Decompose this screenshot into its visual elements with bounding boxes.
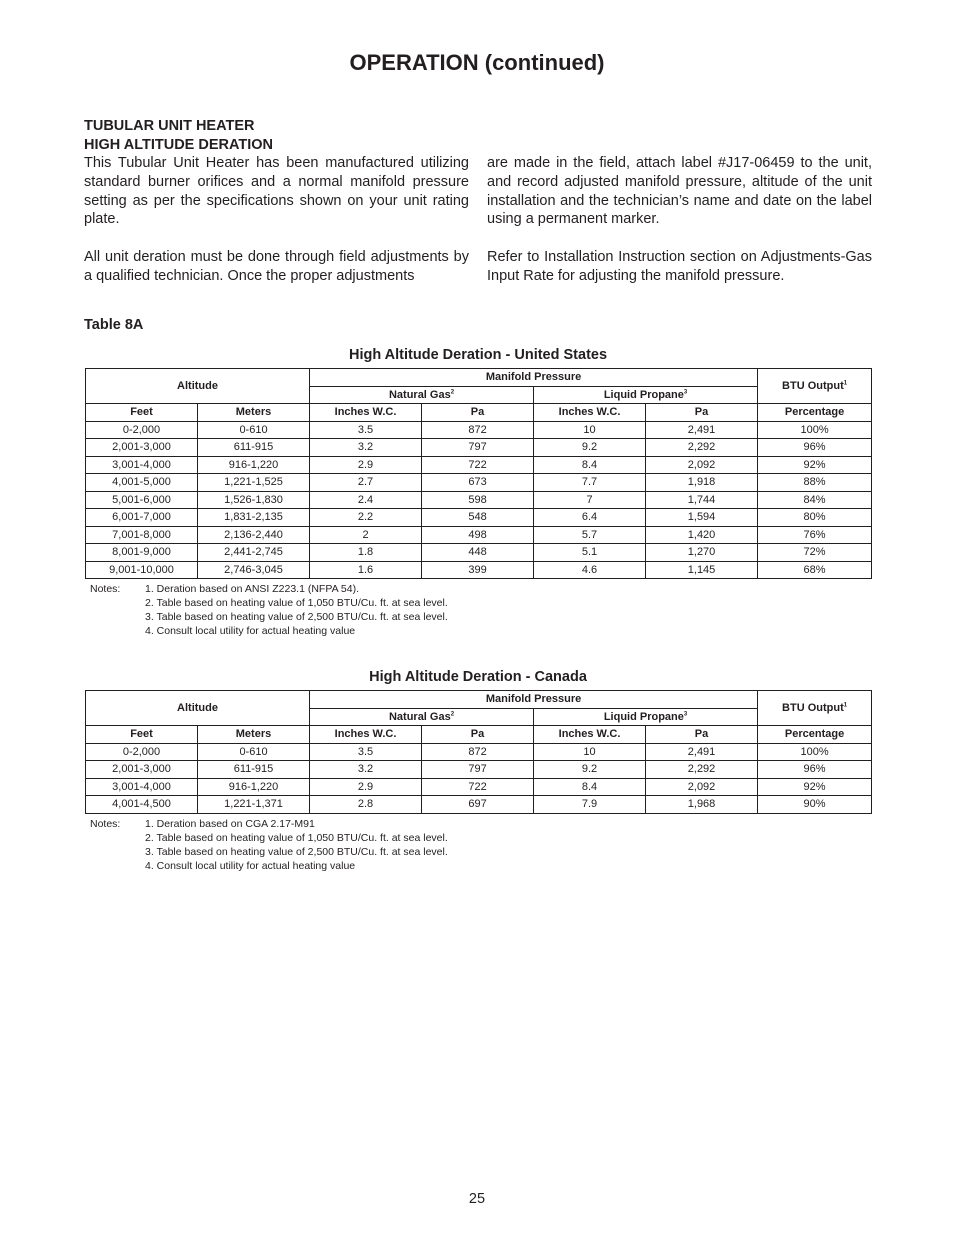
cell-lp-inches-wc: 5.7 xyxy=(534,526,646,544)
cell-ng-pa: 722 xyxy=(422,456,534,474)
cell-meters: 2,441-2,745 xyxy=(198,544,310,562)
cell-ng-inches-wc: 3.5 xyxy=(310,743,422,761)
cell-feet: 8,001-9,000 xyxy=(86,544,198,562)
header-natural-gas-footnote: 2 xyxy=(450,389,455,396)
header-ng-inches-wc: Inches W.C. xyxy=(310,404,422,422)
right-paragraph-2: Refer to Installation Instruction section on Adjustments-Gas Input Rate for adjusting the manifold pressure. xyxy=(487,248,872,284)
header-lp-pa: Pa xyxy=(646,404,758,422)
us-note-1: 1. Deration based on ANSI Z223.1 (NFPA 54). xyxy=(145,583,360,595)
canada-note-1: 1. Deration based on CGA 2.17-M91 xyxy=(145,817,315,830)
header-liquid-propane xyxy=(534,708,758,726)
cell-feet: 3,001-4,000 xyxy=(86,456,198,474)
cell-ng-pa: 498 xyxy=(422,526,534,544)
cell-percentage: 68% xyxy=(758,561,872,579)
cell-lp-pa: 2,491 xyxy=(646,421,758,439)
cell-lp-inches-wc: 8.4 xyxy=(534,456,646,474)
table-label: Table 8A xyxy=(84,317,144,333)
header-percentage: Percentage xyxy=(758,726,872,744)
header-liquid-propane-footnote: 3 xyxy=(683,389,688,396)
cell-lp-inches-wc: 8.4 xyxy=(534,778,646,796)
cell-ng-pa: 697 xyxy=(422,796,534,814)
cell-meters: 2,136-2,440 xyxy=(198,526,310,544)
cell-ng-inches-wc: 2.4 xyxy=(310,491,422,509)
cell-lp-pa: 1,270 xyxy=(646,544,758,562)
header-liquid-propane-footnote: 3 xyxy=(683,711,688,718)
header-feet: Feet xyxy=(86,404,198,422)
cell-meters: 0-610 xyxy=(198,743,310,761)
cell-feet: 7,001-8,000 xyxy=(86,526,198,544)
cell-lp-pa: 2,292 xyxy=(646,439,758,457)
canada-deration-table xyxy=(85,690,872,814)
cell-lp-pa: 2,491 xyxy=(646,743,758,761)
table-row xyxy=(86,491,872,509)
cell-ng-inches-wc: 2 xyxy=(310,526,422,544)
cell-ng-pa: 673 xyxy=(422,474,534,492)
cell-meters: 611-915 xyxy=(198,761,310,779)
section-heading-line-2: HIGH ALTITUDE DERATION xyxy=(84,136,274,153)
header-altitude: Altitude xyxy=(86,691,310,726)
header-meters: Meters xyxy=(198,726,310,744)
cell-ng-inches-wc: 3.2 xyxy=(310,439,422,457)
table-row xyxy=(86,778,872,796)
cell-meters: 1,526-1,830 xyxy=(198,491,310,509)
cell-feet: 2,001-3,000 xyxy=(86,761,198,779)
us-table-notes xyxy=(85,582,871,638)
cell-feet: 4,001-4,500 xyxy=(86,796,198,814)
cell-meters: 916-1,220 xyxy=(198,456,310,474)
section-heading xyxy=(84,117,273,154)
cell-lp-inches-wc: 4.6 xyxy=(534,561,646,579)
cell-ng-inches-wc: 2.9 xyxy=(310,456,422,474)
cell-feet: 5,001-6,000 xyxy=(86,491,198,509)
cell-lp-pa: 2,292 xyxy=(646,761,758,779)
table-row xyxy=(86,544,872,562)
table-row xyxy=(86,561,872,579)
cell-feet: 9,001-10,000 xyxy=(86,561,198,579)
cell-lp-inches-wc: 10 xyxy=(534,421,646,439)
cell-lp-inches-wc: 9.2 xyxy=(534,761,646,779)
table-row xyxy=(86,761,872,779)
left-paragraph-2: All unit deration must be done through field adjustments by a qualified technician. Once the proper adjustments xyxy=(84,248,469,284)
cell-lp-inches-wc: 9.2 xyxy=(534,439,646,457)
cell-meters: 916-1,220 xyxy=(198,778,310,796)
us-note-3: 3. Table based on heating value of 2,500 BTU/Cu. ft. at sea level. xyxy=(145,611,448,623)
cell-ng-pa: 598 xyxy=(422,491,534,509)
cell-percentage: 72% xyxy=(758,544,872,562)
cell-meters: 1,221-1,371 xyxy=(198,796,310,814)
cell-ng-pa: 872 xyxy=(422,421,534,439)
cell-percentage: 90% xyxy=(758,796,872,814)
header-meters: Meters xyxy=(198,404,310,422)
header-natural-gas-footnote: 2 xyxy=(450,711,455,718)
cell-percentage: 96% xyxy=(758,439,872,457)
header-liquid-propane-text: Liquid Propane xyxy=(603,388,684,401)
cell-feet: 2,001-3,000 xyxy=(86,439,198,457)
cell-feet: 4,001-5,000 xyxy=(86,474,198,492)
cell-lp-pa: 2,092 xyxy=(646,778,758,796)
right-paragraph-1: are made in the field, attach label #J17-06459 to the unit, and record adjusted manifold pressure, altitude of the unit installation and the technician’s name and date on the label using a permanent marker. xyxy=(487,155,872,228)
header-altitude: Altitude xyxy=(86,369,310,404)
table-row xyxy=(86,526,872,544)
canada-table-body xyxy=(86,743,872,813)
us-table-title: High Altitude Deration - United States xyxy=(348,347,608,363)
cell-meters: 1,831-2,135 xyxy=(198,509,310,527)
cell-meters: 2,746-3,045 xyxy=(198,561,310,579)
cell-ng-pa: 797 xyxy=(422,761,534,779)
cell-lp-inches-wc: 7.9 xyxy=(534,796,646,814)
cell-percentage: 84% xyxy=(758,491,872,509)
cell-lp-pa: 1,145 xyxy=(646,561,758,579)
cell-lp-inches-wc: 6.4 xyxy=(534,509,646,527)
cell-ng-inches-wc: 2.9 xyxy=(310,778,422,796)
section-heading-line-1: TUBULAR UNIT HEATER xyxy=(84,118,255,134)
canada-deration-block xyxy=(85,668,871,873)
table-row xyxy=(86,509,872,527)
cell-lp-inches-wc: 10 xyxy=(534,743,646,761)
header-feet: Feet xyxy=(86,726,198,744)
table-row xyxy=(86,796,872,814)
cell-feet: 0-2,000 xyxy=(86,421,198,439)
table-row xyxy=(86,439,872,457)
cell-lp-pa: 1,420 xyxy=(646,526,758,544)
header-btu-output xyxy=(758,369,872,404)
cell-feet: 0-2,000 xyxy=(86,743,198,761)
cell-lp-inches-wc: 7.7 xyxy=(534,474,646,492)
cell-ng-pa: 399 xyxy=(422,561,534,579)
left-text-column xyxy=(84,154,469,304)
header-percentage: Percentage xyxy=(758,404,872,422)
cell-lp-inches-wc: 5.1 xyxy=(534,544,646,562)
header-btu-output-text: BTU Output xyxy=(782,702,844,714)
header-ng-pa: Pa xyxy=(422,404,534,422)
header-btu-output-footnote: 1 xyxy=(843,380,848,387)
page-title: OPERATION (continued) xyxy=(349,50,605,75)
left-paragraph-1: This Tubular Unit Heater has been manufactured utilizing standard burner orifices and a normal manifold pressure setting as per the specifications shown on your unit rating plate. xyxy=(84,155,469,228)
header-manifold-pressure: Manifold Pressure xyxy=(310,691,758,709)
cell-meters: 1,221-1,525 xyxy=(198,474,310,492)
cell-percentage: 80% xyxy=(758,509,872,527)
header-natural-gas-text: Natural Gas xyxy=(388,388,451,401)
cell-ng-inches-wc: 2.8 xyxy=(310,796,422,814)
cell-percentage: 96% xyxy=(758,761,872,779)
us-deration-table xyxy=(85,368,872,579)
cell-lp-pa: 1,918 xyxy=(646,474,758,492)
cell-feet: 6,001-7,000 xyxy=(86,509,198,527)
header-natural-gas xyxy=(310,386,534,404)
header-btu-output-text: BTU Output xyxy=(782,380,844,392)
cell-percentage: 76% xyxy=(758,526,872,544)
cell-ng-inches-wc: 2.7 xyxy=(310,474,422,492)
canada-note-3: 3. Table based on heating value of 2,500 BTU/Cu. ft. at sea level. xyxy=(145,845,448,858)
cell-percentage: 100% xyxy=(758,421,872,439)
us-deration-block xyxy=(85,346,871,638)
table-row xyxy=(86,421,872,439)
canada-notes-label: Notes: xyxy=(90,817,121,830)
header-btu-output xyxy=(758,691,872,726)
cell-percentage: 92% xyxy=(758,456,872,474)
cell-ng-pa: 448 xyxy=(422,544,534,562)
table-row xyxy=(86,474,872,492)
us-note-4: 4. Consult local utility for actual heating value xyxy=(145,625,356,637)
cell-ng-inches-wc: 3.5 xyxy=(310,421,422,439)
cell-percentage: 100% xyxy=(758,743,872,761)
cell-percentage: 92% xyxy=(758,778,872,796)
canada-table-title: High Altitude Deration - Canada xyxy=(369,669,587,685)
cell-ng-inches-wc: 3.2 xyxy=(310,761,422,779)
cell-meters: 611-915 xyxy=(198,439,310,457)
cell-ng-inches-wc: 2.2 xyxy=(310,509,422,527)
header-lp-inches-wc: Inches W.C. xyxy=(534,404,646,422)
cell-ng-pa: 548 xyxy=(422,509,534,527)
cell-ng-inches-wc: 1.6 xyxy=(310,561,422,579)
cell-percentage: 88% xyxy=(758,474,872,492)
header-btu-output-footnote: 1 xyxy=(843,702,848,709)
page-number: 25 xyxy=(468,1191,486,1207)
header-lp-pa: Pa xyxy=(646,726,758,744)
table-row xyxy=(86,456,872,474)
cell-ng-pa: 797 xyxy=(422,439,534,457)
header-ng-pa: Pa xyxy=(422,726,534,744)
canada-note-2: 2. Table based on heating value of 1,050 BTU/Cu. ft. at sea level. xyxy=(145,831,448,844)
cell-ng-inches-wc: 1.8 xyxy=(310,544,422,562)
header-liquid-propane xyxy=(534,386,758,404)
cell-lp-pa: 1,744 xyxy=(646,491,758,509)
right-text-column xyxy=(487,154,872,304)
canada-note-4: 4. Consult local utility for actual heating value xyxy=(145,859,356,872)
cell-ng-pa: 872 xyxy=(422,743,534,761)
canada-table-notes xyxy=(85,817,871,873)
us-note-2: 2. Table based on heating value of 1,050 BTU/Cu. ft. at sea level. xyxy=(145,597,448,609)
us-notes-label: Notes: xyxy=(90,583,121,595)
header-ng-inches-wc: Inches W.C. xyxy=(310,726,422,744)
header-lp-inches-wc: Inches W.C. xyxy=(534,726,646,744)
cell-meters: 0-610 xyxy=(198,421,310,439)
header-natural-gas-text: Natural Gas xyxy=(388,710,451,723)
header-natural-gas xyxy=(310,708,534,726)
table-row xyxy=(86,743,872,761)
cell-lp-inches-wc: 7 xyxy=(534,491,646,509)
cell-lp-pa: 1,968 xyxy=(646,796,758,814)
us-table-body xyxy=(86,421,872,579)
cell-lp-pa: 1,594 xyxy=(646,509,758,527)
header-liquid-propane-text: Liquid Propane xyxy=(603,710,684,723)
cell-ng-pa: 722 xyxy=(422,778,534,796)
cell-lp-pa: 2,092 xyxy=(646,456,758,474)
cell-feet: 3,001-4,000 xyxy=(86,778,198,796)
header-manifold-pressure: Manifold Pressure xyxy=(310,369,758,387)
